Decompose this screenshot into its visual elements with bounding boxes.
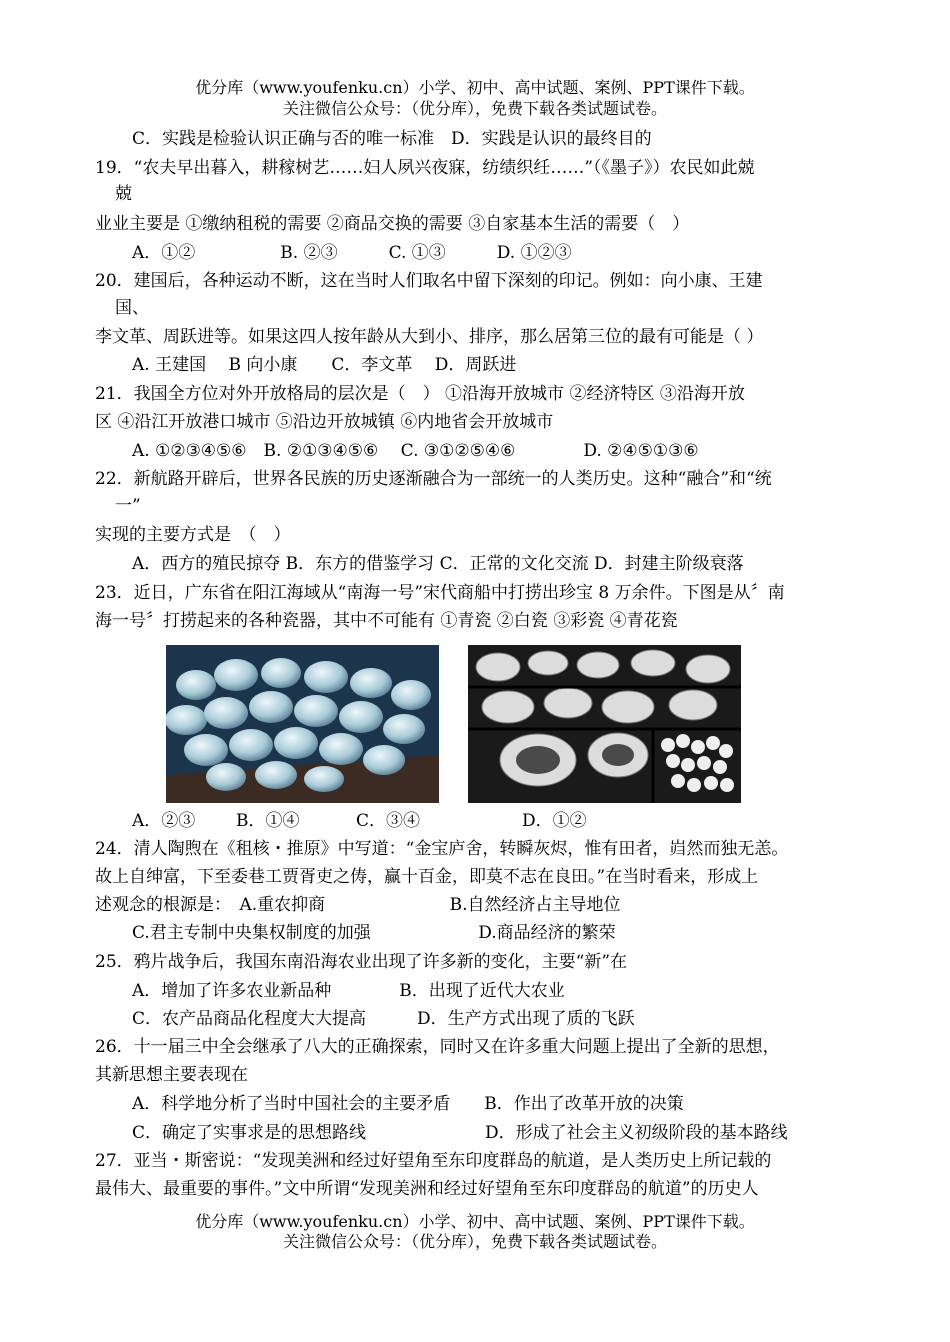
question-21-options: A. ①②③④⑤⑥ B. ②①③④⑤⑥ C. ③①②⑤④⑥ D. ②④⑤①③⑥ [132,441,699,461]
porcelain-photo-bowls [468,645,741,803]
question-20-options: A. 王建国 B 向小康 C．李文革 D．周跃进 [132,355,517,375]
question-26-stem-cont: 其新思想主要表现在 [95,1065,248,1085]
question-26-options-cd: C．确定了实事求是的思想路线 D．形成了社会主义初级阶段的基本路线 [132,1123,788,1143]
question-22-options: A．西方的殖民掠夺 B．东方的借鉴学习 C．正常的文化交流 D．封建主阶级衰落 [132,554,744,574]
question-27-stem: 27．亚当・斯密说：“发现美洲和经过好望角至东印度群岛的航道，是人类历史上所记载的 [95,1151,772,1171]
porcelain-photo-celadon [166,645,439,803]
question-21-stem-cont: 区 ④沿江开放港口城市 ⑤沿边开放城镇 ⑥内地省会开放城市 [95,412,554,432]
question-25-options-ab: A．增加了许多农业新品种 B．出现了近代大农业 [132,981,565,1001]
question-24-options-cd: C.君主专制中央集权制度的加强 D.商品经济的繁荣 [132,923,616,943]
question-23-stem-cont: 海一号〞打捞起来的各种瓷器，其中不可能有 ①青瓷 ②白瓷 ③彩瓷 ④青花瓷 [95,611,678,631]
question-25-options-cd: C．农产品商品化程度大大提高 D．生产方式出现了质的飞跃 [132,1009,635,1029]
question-22-stem-cont: 实现的主要方式是 （ ） [95,525,291,545]
question-23-stem: 23．近日，广东省在阳江海域从“南海一号”宋代商船中打捞出珍宝 8 万余件。下图是从〞南 [95,583,785,603]
question-21-stem: 21．我国全方位对外开放格局的层次是（ ） ①沿海开放城市 ②经济特区 ③沿海开放 [95,384,745,404]
question-24-options-ab: 述观念的根源是： A.重农抑商 B.自然经济占主导地位 [95,895,621,915]
question-24-stem: 24．清人陶煦在《租核・推原》中写道：“金宝庐舍，转瞬灰烬，惟有田者，岿然而独无恙。 [95,839,789,859]
question-23-option-b: B．①④ [236,811,300,831]
question-22-wrap: 一” [115,496,141,516]
question-23-option-a: A．②③ [132,811,196,831]
question-23-option-c: C．③④ [356,811,421,831]
question-26-options-ab: A．科学地分析了当时中国社会的主要矛盾 B．作出了改革开放的决策 [132,1094,684,1114]
header-line-2: 关注微信公众号：（优分库），免费下载各类试题试卷。 [282,99,667,118]
question-23-option-d: D．①② [522,811,587,831]
header-line-1: 优分库（www.youfenku.cn）小学、初中、高中试题、案例、PPT课件下载。 [195,78,755,97]
question-20-wrap: 国、 [115,298,149,318]
question-22-stem: 22．新航路开辟后，世界各民族的历史逐渐融合为一部统一的人类历史。这种“融合”和“统 [95,469,772,489]
question-18-option-cd: C．实践是检验认识正确与否的唯一标准 D．实践是认识的最终目的 [132,129,652,149]
footer-line-1: 优分库（www.youfenku.cn）小学、初中、高中试题、案例、PPT课件下载。 [195,1212,755,1231]
question-19-wrap: 兢 [115,184,132,204]
question-24-stem-cont: 故上自绅富，下至委巷工贾胥吏之俦，赢十百金，即莫不志在良田。”在当时看来，形成上 [95,867,759,887]
question-20-stem-cont: 李文革、周跃进等。如果这四人按年龄从大到小、排序，那么居第三位的最有可能是（ ） [95,327,764,347]
question-25-stem: 25．鸦片战争后，我国东南沿海农业出现了许多新的变化，主要“新”在 [95,952,628,972]
footer-line-2: 关注微信公众号：（优分库），免费下载各类试题试卷。 [282,1232,667,1251]
question-26-stem: 26．十一届三中全会继承了八大的正确探索，同时又在许多重大问题上提出了全新的思想， [95,1037,780,1057]
question-19-options: A．①② B. ②③ C. ①③ D. ①②③ [132,243,572,263]
question-20-stem: 20．建国后，各种运动不断，这在当时人们取名中留下深刻的印记。例如：向小康、王建 [95,271,763,291]
question-19-stem-cont: 业业主要是 ①缴纳租税的需要 ②商品交换的需要 ③自家基本生活的需要（ ） [95,214,690,234]
question-27-stem-cont: 最伟大、最重要的事件。”文中所谓“发现美洲和经过好望角至东印度群岛的航道”的历史人 [95,1179,759,1199]
question-19-stem: 19．“农夫早出暮入，耕稼树艺……妇人夙兴夜寐，纺绩织纴……”（《墨子》）农民如此兢 [95,158,755,178]
